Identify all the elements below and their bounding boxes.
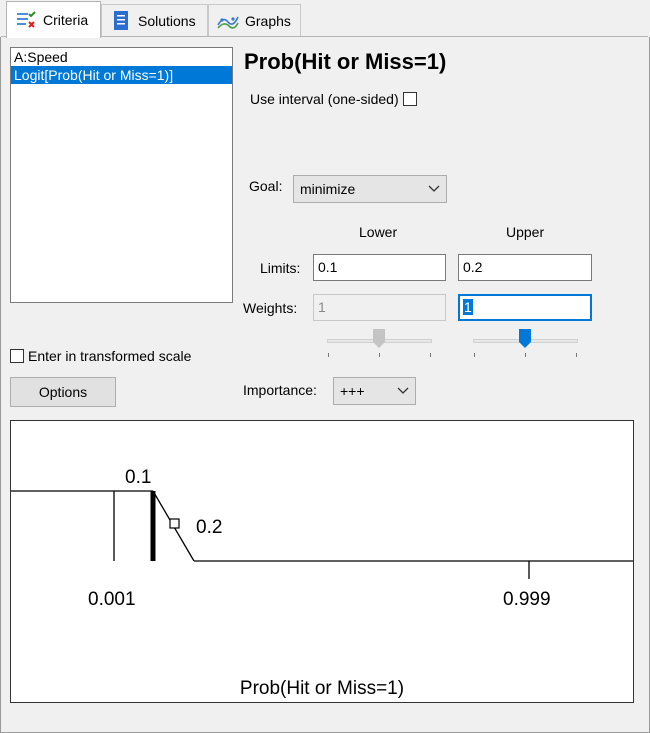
- goal-select[interactable]: [293, 175, 447, 203]
- list-item[interactable]: A:Speed: [14, 49, 68, 65]
- tab-graphs[interactable]: [208, 4, 301, 37]
- upper-weight-slider[interactable]: [473, 329, 578, 359]
- importance-select-value: +++: [340, 383, 365, 399]
- lower-header: Lower: [359, 224, 398, 240]
- upper-header: Upper: [506, 224, 545, 240]
- lower-limit-field[interactable]: 0.1: [313, 254, 446, 281]
- enter-transformed-checkbox[interactable]: [10, 349, 24, 363]
- criteria-panel: [1, 36, 648, 730]
- graphs-icon: [217, 10, 239, 32]
- criteria-list[interactable]: [10, 47, 233, 303]
- upper-weight-field[interactable]: [458, 294, 592, 321]
- use-interval-label: Use interval (one-sided): [250, 91, 399, 107]
- list-item-selected[interactable]: Logit[Prob(Hit or Miss=1)]: [11, 66, 232, 84]
- slider-tick: [328, 353, 329, 357]
- tab-criteria[interactable]: [6, 1, 101, 38]
- tab-strip: [0, 0, 650, 37]
- graph-x-label: Prob(Hit or Miss=1): [239, 678, 405, 699]
- solutions-icon: [110, 10, 132, 32]
- upper-limit-label: 0.2: [196, 517, 223, 538]
- use-interval-checkbox[interactable]: [403, 92, 417, 106]
- weights-label: Weights:: [243, 300, 298, 316]
- desirability-graph: [10, 420, 634, 703]
- options-button[interactable]: Options: [10, 377, 116, 407]
- current-value-marker[interactable]: [170, 519, 179, 528]
- chevron-down-icon: [428, 185, 440, 193]
- importance-label: Importance:: [243, 382, 317, 398]
- tab-graphs-label: Graphs: [245, 13, 291, 29]
- slider-tick: [474, 353, 475, 357]
- slider-tick: [525, 353, 526, 357]
- upper-limit-field[interactable]: 0.2: [458, 254, 592, 281]
- enter-transformed-label: Enter in transformed scale: [28, 348, 192, 364]
- slider-thumb[interactable]: [519, 329, 531, 349]
- axis-min-label: 0.001: [88, 589, 136, 610]
- goal-select-value: minimize: [300, 181, 356, 197]
- limits-label: Limits:: [260, 260, 301, 276]
- upper-weight-value: 1: [464, 299, 472, 315]
- enter-transformed-row: [10, 348, 191, 364]
- axis-max-label: 0.999: [503, 589, 551, 610]
- lower-limit-label: 0.1: [125, 467, 152, 488]
- lower-weight-slider[interactable]: [327, 329, 432, 359]
- slider-tick: [379, 353, 380, 357]
- slider-tick: [576, 353, 577, 357]
- tab-criteria-label: Criteria: [43, 12, 89, 28]
- slider-thumb[interactable]: [373, 329, 385, 349]
- importance-select[interactable]: [333, 377, 416, 405]
- desirability-plot: [11, 421, 633, 702]
- use-interval-row: [250, 91, 417, 107]
- tab-solutions-label: Solutions: [138, 13, 196, 29]
- lower-weight-field[interactable]: 1: [313, 294, 446, 321]
- tab-solutions[interactable]: [101, 4, 208, 37]
- chevron-down-icon: [397, 387, 409, 395]
- goal-label: Goal:: [249, 178, 283, 194]
- slider-tick: [430, 353, 431, 357]
- page-title: Prob(Hit or Miss=1): [244, 49, 447, 74]
- criteria-icon: [15, 9, 37, 31]
